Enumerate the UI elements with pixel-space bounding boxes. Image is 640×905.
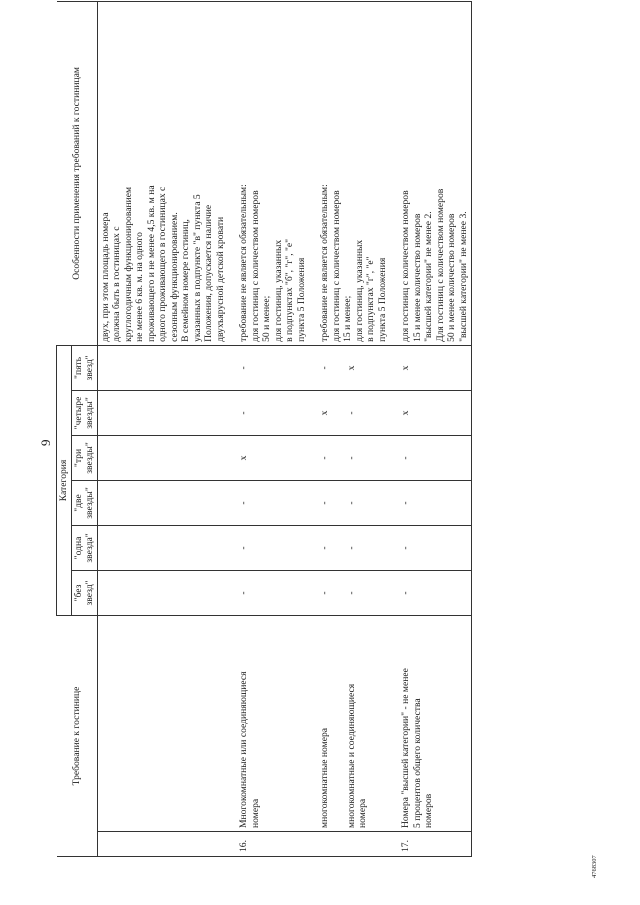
note-line: в подпунктах "г", "е" [365, 256, 376, 342]
notes-cell [236, 1, 309, 345]
row-number: 16. [236, 832, 309, 857]
note-line: 50 и менее количество номеров [446, 213, 457, 342]
mark-cell: - [344, 390, 390, 435]
requirement-cell [317, 615, 344, 831]
note-line: требование не является обязательным: [238, 184, 249, 342]
mark-cell: - [317, 525, 344, 570]
note-line: круглогодичным функционированием [122, 186, 134, 342]
mark-cell: - [398, 570, 472, 615]
header-stars-4: "четыре звезды" [71, 390, 97, 435]
note-line: 15 и менее количество номеров [411, 213, 423, 342]
note-line: одного проживающего в гостиницах с [157, 186, 168, 342]
notes-cell [97, 1, 228, 345]
header-stars-1: "одна звезда" [71, 525, 97, 570]
mark-cell: - [317, 480, 344, 525]
mark-cell: - [398, 525, 472, 570]
document-id: 4768307 [591, 855, 598, 878]
mark-cell: x [317, 390, 344, 435]
note-line: указанных в подпункте "в" пункта 5 [191, 194, 203, 342]
requirement-line: многокомнатные и соединяющиеся [345, 683, 357, 828]
header-category: Категория [57, 345, 72, 615]
note-line: двух, при этом площадь номера [99, 212, 111, 342]
note-line: для гостиниц с количеством номеров [400, 190, 411, 342]
rotated-page-content [56, 2, 584, 857]
requirement-line: номера [249, 798, 261, 828]
table-row-17 [398, 1, 472, 856]
header-stars-5: "пять звезд" [71, 345, 97, 390]
header-stars-2: "две звезды" [71, 480, 97, 525]
mark-cell: x [236, 435, 309, 480]
requirement-cell [398, 615, 472, 831]
table-row-16-multiroom [317, 1, 344, 856]
header-stars-0: "без звезд" [71, 570, 97, 615]
note-line: Для гостиниц с количеством номеров [434, 188, 446, 342]
mark-cell: - [344, 525, 390, 570]
mark-cell: x [398, 390, 472, 435]
mark-cell: - [398, 480, 472, 525]
requirement-line: многокомнатные номера [319, 727, 330, 828]
note-line: в подпунктах "б", "г", "е" [284, 238, 295, 342]
note-line: для гостиниц с количеством номеров [249, 190, 261, 342]
note-line: для гостиниц с количеством номеров [330, 190, 342, 342]
note-line: пункта 5 Положения [295, 257, 307, 342]
mark-cell: - [236, 525, 309, 570]
mark-cell: - [317, 570, 344, 615]
note-line: для гостиниц, указанных [353, 239, 365, 342]
mark-cell: - [344, 435, 390, 480]
row-number: 17. [398, 832, 472, 857]
notes-cell [317, 1, 390, 345]
note-line: проживающего и не менее 4,5 кв. м на [145, 185, 157, 342]
note-line: Положения, допускается наличие [203, 204, 214, 342]
table-row-continuation [97, 1, 228, 856]
header-stars-3: "три звезды" [71, 435, 97, 480]
note-line: требование не является обязательным: [319, 184, 330, 342]
table-row-16 [236, 1, 309, 856]
note-line: двухъярусной детской кровати [214, 216, 226, 342]
note-line: 50 и менее; [261, 295, 272, 342]
mark-cell: - [236, 570, 309, 615]
header-requirement: Требование к гостинице [57, 615, 98, 856]
mark-cell: - [344, 480, 390, 525]
requirement-line: 5 процентов общего количества [411, 698, 423, 828]
note-line: "высшей категории" не менее 2. [423, 211, 434, 342]
mark-cell: - [398, 435, 472, 480]
hotel-requirements-table [56, 1, 472, 857]
requirement-cell [236, 615, 309, 831]
mark-cell: - [236, 345, 309, 390]
note-line: для гостиниц, указанных [272, 239, 284, 342]
requirement-line: номеров [423, 793, 434, 828]
mark-cell: x [398, 345, 472, 390]
note-line: В семейном номере гостиниц, [180, 219, 191, 342]
note-line: 15 и менее; [342, 295, 353, 342]
note-line: сезонным функционированием. [168, 212, 180, 342]
requirement-line: Многокомнатные или соединяющиеся [238, 671, 249, 828]
mark-cell: - [317, 345, 344, 390]
note-line: не менее 6 кв. м. на одного [134, 232, 145, 342]
requirement-line: Номера "высшей категории" - не менее [400, 668, 411, 828]
requirement-cell [344, 615, 390, 831]
mark-cell: - [236, 390, 309, 435]
note-line: пункта 5 Положения [376, 257, 388, 342]
mark-cell: x [344, 345, 390, 390]
note-line: "высшей категории" не менее 3. [457, 211, 469, 342]
mark-cell: - [317, 435, 344, 480]
mark-cell: - [344, 570, 390, 615]
mark-cell: - [236, 480, 309, 525]
requirement-line: номера [357, 798, 369, 828]
header-notes: Особенности применения требований к гостиницам [57, 1, 98, 345]
notes-cell [398, 1, 472, 345]
note-line: должна быть в гостиницах с [111, 226, 122, 342]
page-number: 9 [38, 439, 53, 446]
